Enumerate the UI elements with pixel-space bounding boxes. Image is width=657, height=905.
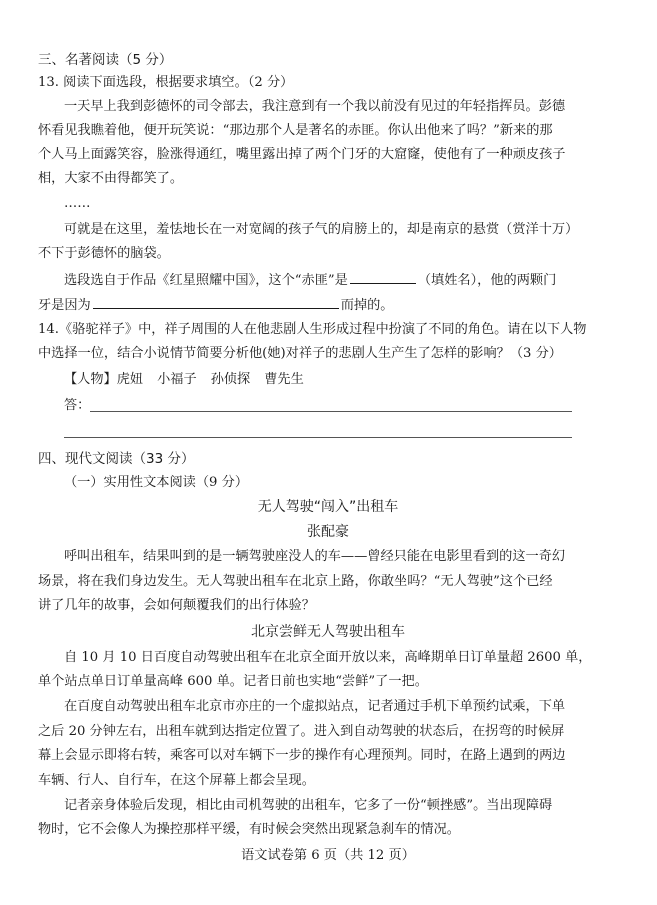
excerpt-line: 怀看见我瞧着他，便开玩笑说：“那边那个人是著名的赤匪。你认出他来了吗？”新来的那	[38, 123, 553, 138]
article-line: 幕上会显示即将右转，乘客可以对车辆下一步的操作有心理预判。同时，在路上遇到的两边	[38, 748, 566, 763]
section-heading-modern-reading: 四、现代文阅读（33 分）	[38, 451, 195, 467]
person-name: 小福子	[157, 372, 197, 387]
article-line: 物时，它不会像人为操控那样平缓，有时候会突然出现紧急刹车的情况。	[38, 822, 460, 837]
article-line: 呼叫出租车，结果叫到的是一辆驾驶座没人的车——曾经只能在电影里看到的这一奇幻	[64, 549, 566, 564]
reason-blank[interactable]	[93, 295, 339, 309]
article-line: 讲了几年的故事，会如何颠覆我们的出行体验？	[38, 598, 315, 613]
excerpt-line: 个人马上面露笑容，脸涨得通红，嘴里露出掉了两个门牙的大窟窿，使他有了一种顽皮孩子	[38, 147, 566, 162]
fill-text: 牙是因为	[38, 298, 91, 313]
article-line: 场景，将在我们身边发生。无人驾驶出租车在北京上路，你敢坐吗？“无人驾驶”这个已经	[38, 574, 553, 589]
fill-text: （填姓名），他的两颗门	[417, 273, 557, 288]
article-subheading: 北京尝鲜无人驾驶出租车	[251, 624, 405, 640]
article-line: 单个站点单日订单量高峰 600 单。记者日前也实地“尝鲜”了一把。	[38, 674, 428, 689]
name-blank[interactable]	[350, 270, 416, 284]
answer-label: 答：	[64, 398, 91, 413]
question-13-prompt: 13. 阅读下面选段，根据要求填空。（2 分）	[38, 75, 294, 90]
article-line: 之后 20 分钟左右，出租车就到达指定位置了。进入到自动驾驶的状态后，在拐弯的时候屏	[38, 724, 565, 739]
fill-text: 而掉的。	[340, 298, 394, 313]
question-13-fill-line-1	[64, 270, 644, 291]
question-14-prompt: 14.《骆驼祥子》中，祥子周围的人在他悲剧人生形成过程中扮演了不同的角色。请在以下人物	[38, 322, 587, 337]
person-name: 孙侦探	[210, 372, 251, 387]
excerpt-ellipsis: ……	[64, 196, 91, 211]
article-line: 在百度自动驾驶出租车北京市亦庄的一个虚拟站点，记者通过手机下单预约试乘，下单	[64, 699, 566, 714]
excerpt-line: 相，大家不由得都笑了。	[38, 171, 184, 186]
person-name: 虎妞	[116, 372, 144, 387]
section-heading-famous-books: 三、名著阅读（5 分）	[38, 52, 173, 68]
person-name: 曹先生	[264, 372, 304, 387]
excerpt-line: 可就是在这里，羞怯地长在一对宽阔的孩子气的肩膀上的，却是南京的悬赏（赏洋十万）	[64, 222, 579, 237]
article-title: 无人驾驶“闯入”出租车	[257, 499, 399, 515]
article-line: 记者亲身体验后发现，相比由司机驾驶的出租车，它多了一份“顿挫感”。当出现障碍	[64, 798, 553, 813]
answer-line[interactable]	[64, 437, 572, 438]
fill-text: 选段选自于作品《红星照耀中国》，这个“赤匪”是	[64, 273, 348, 288]
question-13-fill-line-2	[38, 295, 618, 316]
excerpt-line: 一天早上我到彭德怀的司令部去，我注意到有一个我以前没有见过的年轻指挥员。彭德	[64, 99, 566, 114]
excerpt-line: 不下于彭德怀的脑袋。	[38, 246, 170, 261]
article-line: 车辆、行人、自行车，在这个屏幕上都会呈现。	[38, 773, 315, 788]
article-author: 张配豪	[307, 524, 349, 540]
page-footer: 语文试卷第 6 页（共 12 页）	[241, 848, 415, 863]
subsection-heading: （一）实用性文本阅读（9 分）	[64, 475, 249, 490]
persons-line	[64, 370, 644, 390]
persons-label: 【人物】	[64, 372, 117, 387]
question-14-prompt: 中选择一位，结合小说情节简要分析他(她)对祥子的悲剧人生产生了怎样的影响？（3 分）	[38, 346, 562, 361]
article-line: 自 10 月 10 日百度自动驾驶出租车在北京全面开放以来，高峰期单日订单量超 2600 单，	[64, 650, 592, 665]
answer-line[interactable]	[90, 411, 572, 412]
